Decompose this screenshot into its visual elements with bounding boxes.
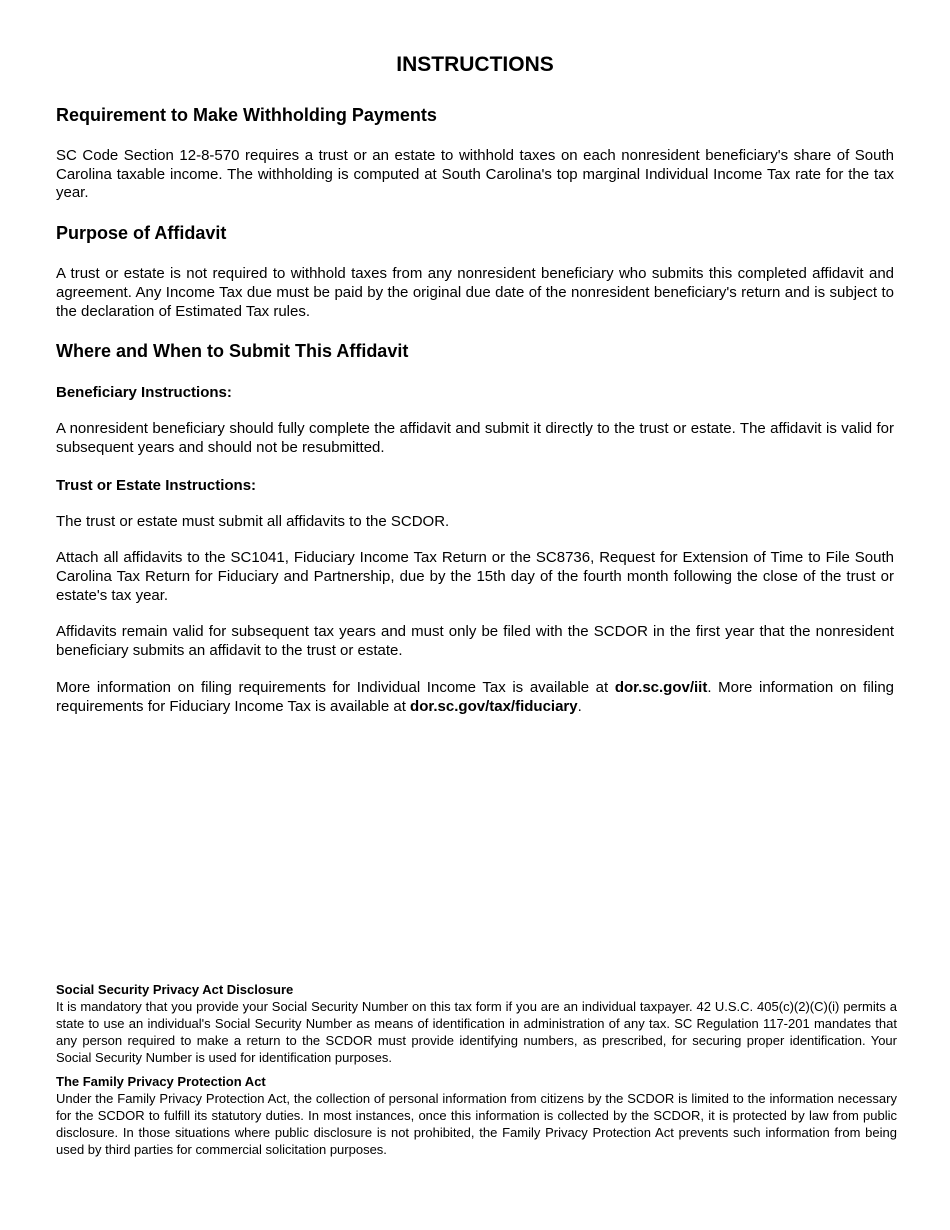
page-title: INSTRUCTIONS	[396, 53, 554, 76]
trust-paragraph-valid: Affidavits remain valid for subsequent tax years and must only be filed with the SCDOR in the first year that the nonresident beneficiary submits an affidavit to the trust or estate.	[56, 623, 894, 660]
trust-instructions-heading: Trust or Estate Instructions:	[56, 476, 257, 494]
purpose-paragraph: A trust or estate is not required to withhold taxes from any nonresident beneficiary who submits this completed affidavit and agreement. Any Income Tax due must be paid by the original due date of the nonresident beneficiary's return and is subject to the declaration of Estimated Tax rules.	[56, 265, 894, 320]
withholding-paragraph: SC Code Section 12-8-570 requires a trust or an estate to withhold taxes on each nonresident beneficiary's share of South Carolina taxable income. The withholding is computed at South Carolina's top marginal Individual Income Tax rate for the tax year.	[56, 147, 894, 202]
beneficiary-instructions-heading: Beneficiary Instructions:	[56, 384, 232, 402]
more-info-text-2: . More information on filing requirements for Fiduciary Income Tax is available at	[56, 678, 894, 715]
more-info-paragraph	[56, 679, 894, 716]
ssn-disclosure-heading: Social Security Privacy Act Disclosure	[56, 982, 294, 997]
family-privacy-heading: The Family Privacy Protection Act	[56, 1074, 266, 1089]
more-info-text-3: .	[577, 697, 582, 715]
fiduciary-link[interactable]: dor.sc.gov/tax/fiduciary	[410, 697, 578, 715]
section-heading-purpose: Purpose of Affidavit	[56, 223, 227, 244]
section-heading-submit: Where and When to Submit This Affidavit	[56, 341, 409, 362]
instructions-content	[56, 103, 894, 716]
family-privacy-paragraph: Under the Family Privacy Protection Act, the collection of personal information from citizens by the SCDOR is limited to the information necessary for the SCDOR to fulfill its statutory duties. In most instances, once this information is collected by the SCDOR, it is protected by law from public disclosure. In those situations where public disclosure is not prohibited, the Family Privacy Protection Act prevents such information from being used by third parties for commercial solicitation purposes.	[56, 1091, 897, 1157]
privacy-footer	[56, 982, 897, 1158]
section-heading-withholding: Requirement to Make Withholding Payments	[56, 105, 437, 125]
beneficiary-instructions-paragraph: A nonresident beneficiary should fully complete the affidavit and submit it directly to the trust or estate. The affidavit is valid for subsequent years and should not be resubmitted.	[56, 420, 894, 456]
iit-link[interactable]: dor.sc.gov/iit	[614, 678, 708, 696]
trust-paragraph-submit: The trust or estate must submit all affidavits to the SCDOR.	[56, 512, 450, 530]
ssn-disclosure-paragraph: It is mandatory that you provide your Social Security Number on this tax form if you are an individual taxpayer. 42 U.S.C. 405(c)(2)(C)(i) permits a state to use an individual's Social Security Number as means of identification in administration of any tax. SC Regulation 117-201 mandates that any person required to make a return to the SCDOR must provide identifying numbers, as prescribed, for securing proper identification. Your Social Security Number is used for identification purposes.	[56, 999, 897, 1065]
trust-paragraph-attach: Attach all affidavits to the SC1041, Fiduciary Income Tax Return or the SC8736, Request for Extension of Time to File South Carolina Tax Return for Fiduciary and Partnership, due by the 15th day of the fourth month following the close of the trust or estate's tax year.	[56, 549, 894, 604]
more-info-text-1: More information on filing requirements for Individual Income Tax is available at	[56, 678, 615, 696]
